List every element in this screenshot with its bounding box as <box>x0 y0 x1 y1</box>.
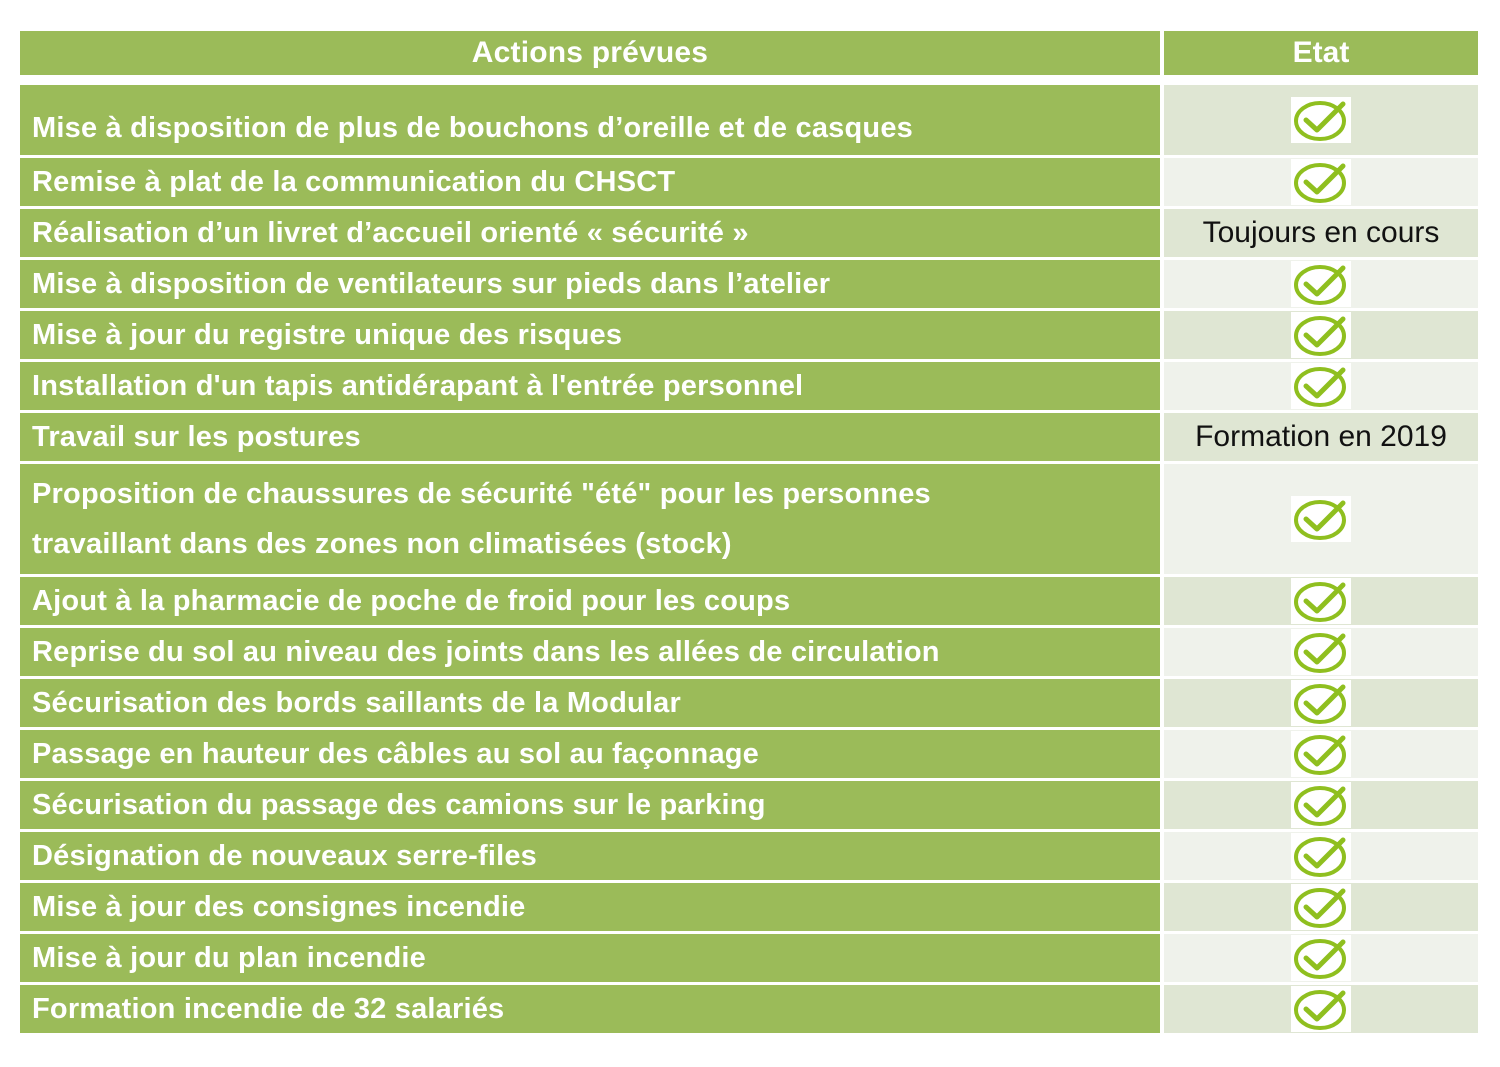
state-text: Toujours en cours <box>1202 216 1440 249</box>
state-cell <box>1164 85 1478 155</box>
table-row <box>20 464 1478 574</box>
action-cell: Travail sur les postures <box>20 413 1160 461</box>
action-cell: Mise à jour des consignes incendie <box>20 883 1160 931</box>
state-cell <box>1164 679 1478 727</box>
state-cell <box>1164 464 1478 574</box>
state-cell <box>1164 311 1478 359</box>
table-row <box>20 85 1478 155</box>
table-row <box>20 311 1478 359</box>
state-cell <box>1164 362 1478 410</box>
check-icon <box>1291 680 1351 726</box>
action-cell: Reprise du sol au niveau des joints dans les allées de circulation <box>20 628 1160 676</box>
check-icon <box>1291 312 1351 358</box>
check-icon <box>1291 731 1351 777</box>
table-row <box>20 934 1478 982</box>
action-cell <box>20 464 1160 574</box>
state-cell <box>1164 577 1478 625</box>
table-row <box>20 985 1478 1033</box>
action-cell: Réalisation d’un livret d’accueil orienté « sécurité » <box>20 209 1160 257</box>
actions-table <box>20 31 1478 1036</box>
table-row <box>20 260 1478 308</box>
action-cell: Ajout à la pharmacie de poche de froid pour les coups <box>20 577 1160 625</box>
state-cell <box>1164 883 1478 931</box>
check-icon <box>1291 496 1351 542</box>
state-cell <box>1164 413 1478 461</box>
action-cell: Passage en hauteur des câbles au sol au façonnage <box>20 730 1160 778</box>
state-cell <box>1164 260 1478 308</box>
check-icon <box>1291 261 1351 307</box>
action-cell: Mise à jour du registre unique des risques <box>20 311 1160 359</box>
state-cell <box>1164 730 1478 778</box>
check-icon <box>1291 363 1351 409</box>
action-cell: Sécurisation des bords saillants de la Modular <box>20 679 1160 727</box>
table-row <box>20 413 1478 461</box>
state-cell <box>1164 985 1478 1033</box>
table-row <box>20 730 1478 778</box>
state-cell <box>1164 934 1478 982</box>
action-cell: Installation d'un tapis antidérapant à l'entrée personnel <box>20 362 1160 410</box>
action-cell: Sécurisation du passage des camions sur le parking <box>20 781 1160 829</box>
check-icon <box>1291 578 1351 624</box>
check-icon <box>1291 935 1351 981</box>
check-icon <box>1291 159 1351 205</box>
check-icon <box>1291 782 1351 828</box>
table-row <box>20 781 1478 829</box>
table-row <box>20 362 1478 410</box>
action-cell: Formation incendie de 32 salariés <box>20 985 1160 1033</box>
table-row <box>20 883 1478 931</box>
check-icon <box>1291 986 1351 1032</box>
table-row <box>20 209 1478 257</box>
state-cell <box>1164 158 1478 206</box>
state-cell <box>1164 628 1478 676</box>
table-row <box>20 679 1478 727</box>
header-actions: Actions prévues <box>20 31 1160 75</box>
action-line: Proposition de chaussures de sécurité "été" pour les personnes <box>32 478 931 510</box>
table-header <box>20 31 1478 75</box>
table-row <box>20 628 1478 676</box>
check-icon <box>1291 97 1351 143</box>
action-line: travaillant dans des zones non climatisées (stock) <box>32 528 732 560</box>
state-cell <box>1164 832 1478 880</box>
check-icon <box>1291 629 1351 675</box>
action-cell: Mise à jour du plan incendie <box>20 934 1160 982</box>
state-cell <box>1164 781 1478 829</box>
action-cell: Désignation de nouveaux serre-files <box>20 832 1160 880</box>
check-icon <box>1291 884 1351 930</box>
table-row <box>20 832 1478 880</box>
table-row <box>20 577 1478 625</box>
header-state: Etat <box>1164 31 1478 75</box>
state-text: Formation en 2019 <box>1195 420 1447 453</box>
check-icon <box>1291 833 1351 879</box>
table-body <box>20 85 1478 1036</box>
action-cell: Mise à disposition de plus de bouchons d’oreille et de casques <box>20 85 1160 155</box>
action-cell: Mise à disposition de ventilateurs sur pieds dans l’atelier <box>20 260 1160 308</box>
action-cell: Remise à plat de la communication du CHSCT <box>20 158 1160 206</box>
state-cell <box>1164 209 1478 257</box>
table-row <box>20 158 1478 206</box>
